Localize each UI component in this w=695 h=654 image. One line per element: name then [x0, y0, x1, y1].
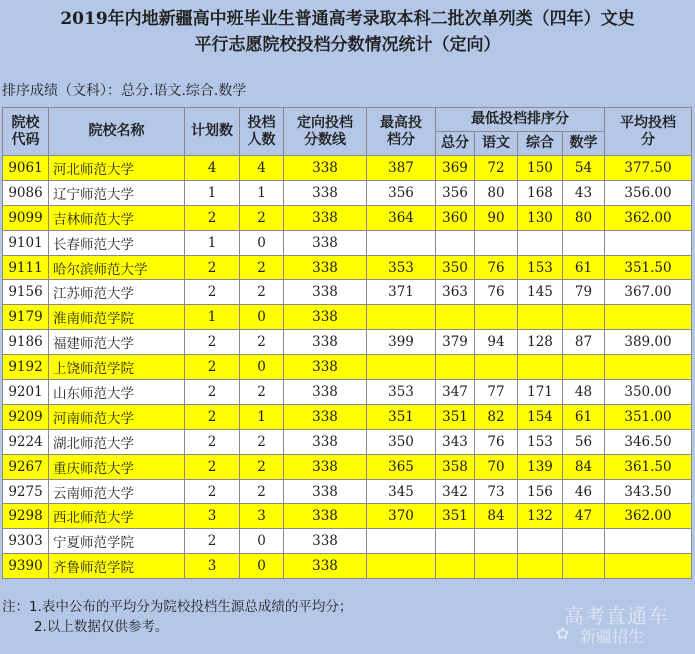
cell-filed: 2: [240, 255, 284, 280]
cell-comprehensive: 130: [518, 205, 563, 230]
cell-chinese: 76: [475, 280, 518, 305]
cell-plan: 2: [185, 404, 240, 429]
cell-math: 54: [563, 156, 605, 181]
cell-line: 338: [284, 529, 367, 554]
cell-plan: 1: [185, 230, 240, 255]
cell-max: 370: [367, 504, 436, 529]
cell-avg: [605, 355, 692, 380]
watermark-line-1: 高考直通车: [564, 604, 669, 628]
sort-criteria: 排序成绩（文科）：总分.语文.综合.数学: [2, 83, 247, 99]
cell-plan: 2: [185, 380, 240, 405]
cell-max: 371: [367, 280, 436, 305]
cell-max: 387: [367, 156, 436, 181]
cell-avg: 350.00: [605, 380, 692, 405]
cell-filed: 0: [240, 529, 284, 554]
cell-plan: 1: [185, 305, 240, 330]
cell-avg: [605, 529, 692, 554]
cell-avg: 356.00: [605, 180, 692, 205]
cell-total: [436, 305, 475, 330]
cell-total: 358: [436, 454, 475, 479]
cell-max: [367, 355, 436, 380]
cell-filed: 2: [240, 380, 284, 405]
cell-code: 9224: [3, 429, 49, 454]
table-row: [3, 255, 692, 280]
cell-code: 9156: [3, 280, 49, 305]
watermark: [556, 596, 690, 648]
cell-chinese: 84: [475, 504, 518, 529]
cell-max: 353: [367, 380, 436, 405]
cell-line: 338: [284, 230, 367, 255]
cell-math: 46: [563, 479, 605, 504]
table-row: [3, 355, 692, 380]
cell-line: 338: [284, 355, 367, 380]
table-row: [3, 230, 692, 255]
cell-avg: 343.50: [605, 479, 692, 504]
cell-chinese: [475, 355, 518, 380]
cell-code: 9086: [3, 180, 49, 205]
table-row: [3, 429, 692, 454]
cell-chinese: [475, 529, 518, 554]
cell-avg: 362.00: [605, 504, 692, 529]
table-row: [3, 305, 692, 330]
cell-avg: 361.50: [605, 454, 692, 479]
cell-math: [563, 230, 605, 255]
cell-line: 338: [284, 380, 367, 405]
cell-math: 56: [563, 429, 605, 454]
cell-comprehensive: [518, 554, 563, 579]
cell-filed: 2: [240, 280, 284, 305]
note-1: 注：1.表中公布的平均分为院校投档生源总成绩的平均分；: [2, 599, 353, 615]
cell-line: 338: [284, 454, 367, 479]
header-max: [367, 108, 436, 156]
cell-total: 369: [436, 156, 475, 181]
cell-filed: 0: [240, 230, 284, 255]
table-row: [3, 330, 692, 355]
cell-math: [563, 355, 605, 380]
header-line: [284, 108, 367, 156]
table-row: [3, 504, 692, 529]
cell-name: 重庆师范大学: [49, 454, 185, 479]
cell-comprehensive: 128: [518, 330, 563, 355]
cell-line: 338: [284, 255, 367, 280]
cell-filed: 1: [240, 404, 284, 429]
cell-plan: 2: [185, 330, 240, 355]
header-total: 总分: [436, 132, 475, 156]
cell-code: 9186: [3, 330, 49, 355]
cell-filed: 2: [240, 429, 284, 454]
cell-chinese: 80: [475, 180, 518, 205]
cell-line: 338: [284, 330, 367, 355]
header-max-label: 最高投档分: [380, 114, 422, 148]
cell-math: [563, 305, 605, 330]
table-row: [3, 280, 692, 305]
cell-line: 338: [284, 404, 367, 429]
cell-plan: 1: [185, 180, 240, 205]
cell-avg: 346.50: [605, 429, 692, 454]
cell-total: 363: [436, 280, 475, 305]
cell-comprehensive: [518, 529, 563, 554]
cell-comprehensive: 132: [518, 504, 563, 529]
header-math: 数学: [563, 132, 605, 156]
cell-math: 48: [563, 380, 605, 405]
cell-comprehensive: 145: [518, 280, 563, 305]
cell-chinese: 73: [475, 479, 518, 504]
cell-chinese: 82: [475, 404, 518, 429]
header-chinese: 语文: [475, 132, 518, 156]
cell-code: 9209: [3, 404, 49, 429]
cell-line: 338: [284, 554, 367, 579]
cell-total: 343: [436, 429, 475, 454]
cell-plan: 2: [185, 429, 240, 454]
header-name: 院校名称: [49, 108, 185, 156]
table-row: [3, 156, 692, 181]
cell-comprehensive: 156: [518, 479, 563, 504]
cell-math: 87: [563, 330, 605, 355]
cell-total: 342: [436, 479, 475, 504]
cell-name: 哈尔滨师范大学: [49, 255, 185, 280]
cell-math: 61: [563, 255, 605, 280]
cell-code: 9111: [3, 255, 49, 280]
cell-code: 9275: [3, 479, 49, 504]
cell-avg: [605, 305, 692, 330]
table-row: [3, 454, 692, 479]
cell-filed: 2: [240, 479, 284, 504]
cell-code: 9201: [3, 380, 49, 405]
cell-max: 345: [367, 479, 436, 504]
cell-total: [436, 230, 475, 255]
cell-name: 福建师范大学: [49, 330, 185, 355]
cell-chinese: [475, 230, 518, 255]
cell-comprehensive: 150: [518, 156, 563, 181]
title-line-1: 2019年内地新疆高中班毕业生普通高考录取本科二批次单列类（四年）文史: [60, 9, 635, 29]
cell-name: 辽宁师范大学: [49, 180, 185, 205]
cell-comprehensive: 154: [518, 404, 563, 429]
table-row: [3, 404, 692, 429]
cell-total: [436, 554, 475, 579]
note-2: 2.以上数据仅供参考。: [34, 619, 169, 635]
cell-avg: 367.00: [605, 280, 692, 305]
cell-filed: 2: [240, 205, 284, 230]
footnotes: [2, 597, 352, 637]
cell-chinese: 72: [475, 156, 518, 181]
cell-comprehensive: 153: [518, 255, 563, 280]
cell-max: [367, 305, 436, 330]
cell-line: 338: [284, 429, 367, 454]
cell-avg: 389.00: [605, 330, 692, 355]
table-row: [3, 180, 692, 205]
cell-chinese: 76: [475, 255, 518, 280]
cell-name: 云南师范大学: [49, 479, 185, 504]
cell-code: 9192: [3, 355, 49, 380]
cell-math: 80: [563, 205, 605, 230]
cell-filed: 4: [240, 156, 284, 181]
cell-name: 河北师范大学: [49, 156, 185, 181]
cell-code: 9267: [3, 454, 49, 479]
header-filed: [240, 108, 284, 156]
cell-avg: 351.50: [605, 255, 692, 280]
cell-total: [436, 355, 475, 380]
header-filed-label: 投档人数: [247, 114, 276, 148]
cell-name: 江苏师范大学: [49, 280, 185, 305]
cell-comprehensive: 139: [518, 454, 563, 479]
cell-total: 356: [436, 180, 475, 205]
table-row: [3, 554, 692, 579]
cell-chinese: [475, 305, 518, 330]
cell-plan: 2: [185, 255, 240, 280]
watermark-line-2: 新疆招生: [580, 627, 645, 646]
cell-plan: 2: [185, 205, 240, 230]
cell-chinese: 77: [475, 380, 518, 405]
cell-filed: 0: [240, 355, 284, 380]
cell-plan: 2: [185, 454, 240, 479]
header-code: [3, 108, 49, 156]
cell-avg: 377.50: [605, 156, 692, 181]
cell-line: 338: [284, 156, 367, 181]
cell-total: [436, 529, 475, 554]
cell-max: 356: [367, 180, 436, 205]
cell-filed: 3: [240, 504, 284, 529]
cell-code: 9099: [3, 205, 49, 230]
cell-math: 43: [563, 180, 605, 205]
cell-comprehensive: 168: [518, 180, 563, 205]
cell-name: 长春师范大学: [49, 230, 185, 255]
cell-max: 351: [367, 404, 436, 429]
cell-math: 84: [563, 454, 605, 479]
cell-avg: [605, 230, 692, 255]
cell-max: 364: [367, 205, 436, 230]
cell-math: 47: [563, 504, 605, 529]
cell-code: 9101: [3, 230, 49, 255]
cell-filed: 0: [240, 305, 284, 330]
cell-total: 351: [436, 404, 475, 429]
cell-name: 上饶师范学院: [49, 355, 185, 380]
cell-chinese: 70: [475, 454, 518, 479]
cell-plan: 4: [185, 156, 240, 181]
cell-total: 360: [436, 205, 475, 230]
cell-code: 9390: [3, 554, 49, 579]
cell-name: 河南师范大学: [49, 404, 185, 429]
cell-comprehensive: 153: [518, 429, 563, 454]
cell-line: 338: [284, 180, 367, 205]
cell-line: 338: [284, 305, 367, 330]
cell-plan: 2: [185, 479, 240, 504]
cell-name: 吉林师范大学: [49, 205, 185, 230]
cell-plan: 2: [185, 355, 240, 380]
cell-filed: 2: [240, 330, 284, 355]
header-plan: 计划数: [185, 108, 240, 156]
cell-filed: 0: [240, 554, 284, 579]
cell-comprehensive: [518, 355, 563, 380]
table-row: [3, 380, 692, 405]
cell-max: [367, 230, 436, 255]
cell-avg: 362.00: [605, 205, 692, 230]
cell-total: 351: [436, 504, 475, 529]
cell-max: 350: [367, 429, 436, 454]
cell-name: 淮南师范学院: [49, 305, 185, 330]
cell-chinese: 94: [475, 330, 518, 355]
cell-comprehensive: [518, 230, 563, 255]
cell-avg: 351.00: [605, 404, 692, 429]
cell-math: [563, 554, 605, 579]
header-comprehensive: 综合: [518, 132, 563, 156]
cell-math: 61: [563, 404, 605, 429]
cell-filed: 2: [240, 454, 284, 479]
cell-plan: 3: [185, 554, 240, 579]
wechat-icon: ✿: [556, 624, 570, 643]
cell-max: 399: [367, 330, 436, 355]
cell-name: 西北师范大学: [49, 504, 185, 529]
cell-total: 379: [436, 330, 475, 355]
cell-chinese: 76: [475, 429, 518, 454]
header-line-label: 定向投档分数线: [297, 114, 353, 148]
cell-chinese: [475, 554, 518, 579]
cell-avg: [605, 554, 692, 579]
cell-math: 79: [563, 280, 605, 305]
cell-comprehensive: 171: [518, 380, 563, 405]
admission-score-table: [2, 107, 692, 579]
header-code-label: 院校代码: [11, 114, 40, 148]
cell-code: 9061: [3, 156, 49, 181]
table-row: [3, 205, 692, 230]
cell-max: 365: [367, 454, 436, 479]
table-row: [3, 479, 692, 504]
cell-total: 350: [436, 255, 475, 280]
cell-line: 338: [284, 479, 367, 504]
header-avg: [605, 108, 692, 156]
cell-name: 宁夏师范学院: [49, 529, 185, 554]
cell-line: 338: [284, 205, 367, 230]
header-avg-label: 平均投档分: [620, 114, 676, 148]
title-line-2: 平行志愿院校投档分数情况统计（定向）: [194, 35, 501, 55]
cell-line: 338: [284, 504, 367, 529]
cell-max: 353: [367, 255, 436, 280]
cell-max: [367, 529, 436, 554]
cell-name: 湖北师范大学: [49, 429, 185, 454]
cell-code: 9298: [3, 504, 49, 529]
cell-line: 338: [284, 280, 367, 305]
cell-plan: 2: [185, 280, 240, 305]
table-body: [3, 156, 692, 579]
cell-code: 9179: [3, 305, 49, 330]
cell-filed: 1: [240, 180, 284, 205]
cell-math: [563, 529, 605, 554]
cell-comprehensive: [518, 305, 563, 330]
cell-chinese: 90: [475, 205, 518, 230]
cell-total: 347: [436, 380, 475, 405]
cell-code: 9303: [3, 529, 49, 554]
cell-name: 山东师范大学: [49, 380, 185, 405]
cell-plan: 3: [185, 504, 240, 529]
cell-name: 齐鲁师范学院: [49, 554, 185, 579]
cell-plan: 2: [185, 529, 240, 554]
cell-max: [367, 554, 436, 579]
header-min-group: 最低投档排序分: [436, 108, 605, 132]
table-row: [3, 529, 692, 554]
